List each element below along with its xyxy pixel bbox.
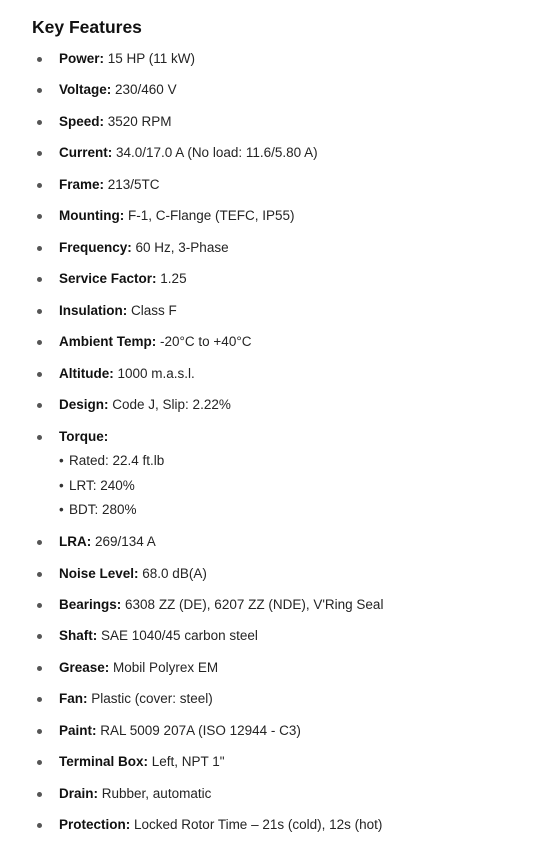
- sub-list-item: • Rated: 22.4 ft.lb: [59, 452, 164, 477]
- feature-value: 213/5TC: [104, 177, 160, 192]
- torque-sublist: [59, 452, 164, 526]
- list-item-current: [59, 144, 318, 162]
- list-item-frame: [59, 176, 160, 194]
- feature-label: Power:: [59, 51, 105, 66]
- feature-value: SAE 1040/45 carbon steel: [97, 628, 258, 643]
- list-item-lra: [59, 533, 156, 551]
- feature-value: RAL 5009 207A (ISO 12944 - C3): [96, 723, 301, 738]
- feature-label: Protection:: [59, 817, 131, 832]
- sub-list-item: • BDT: 280%: [59, 501, 164, 526]
- feature-label: Drain:: [59, 786, 99, 801]
- feature-value: 6308 ZZ (DE), 6207 ZZ (NDE), V'Ring Seal: [121, 597, 384, 612]
- feature-label: Frame:: [59, 177, 105, 192]
- feature-value: 60 Hz, 3-Phase: [131, 240, 229, 255]
- feature-value: 15 HP (11 kW): [104, 51, 196, 66]
- list-item-insulation: [59, 302, 177, 320]
- feature-value: 1000 m.a.s.l.: [113, 366, 195, 381]
- feature-value: 3520 RPM: [104, 114, 172, 129]
- list-item-power: [59, 50, 195, 68]
- feature-value: -20°C to +40°C: [156, 334, 252, 349]
- list-item-paint: [59, 722, 301, 740]
- feature-label: Service Factor:: [59, 271, 157, 286]
- feature-value: Plastic (cover: steel): [87, 691, 213, 706]
- feature-value: Rubber, automatic: [98, 786, 212, 801]
- list-item-mounting: [59, 207, 295, 225]
- feature-label: Paint:: [59, 723, 97, 738]
- list-item-design: [59, 396, 231, 414]
- feature-value: Code J, Slip: 2.22%: [108, 397, 231, 412]
- feature-value: 68.0 dB(A): [138, 566, 207, 581]
- feature-label: Voltage:: [59, 82, 112, 97]
- list-item-altitude: [59, 365, 195, 383]
- sub-list-item: • LRT: 240%: [59, 477, 164, 502]
- list-item-fan: [59, 690, 213, 708]
- list-item-terminal-box: [59, 753, 225, 771]
- list-item-grease: [59, 659, 218, 677]
- feature-value: 34.0/17.0 A (No load: 11.6/5.80 A): [112, 145, 318, 160]
- feature-label: Insulation:: [59, 303, 128, 318]
- list-item-ambient-temp: [59, 333, 251, 351]
- feature-value: Class F: [127, 303, 177, 318]
- feature-label: Fan:: [59, 691, 88, 706]
- feature-value: 1.25: [156, 271, 187, 286]
- feature-label: LRA:: [59, 534, 92, 549]
- feature-value: Left, NPT 1": [148, 754, 225, 769]
- feature-label: Noise Level:: [59, 566, 139, 581]
- list-item-shaft: [59, 627, 258, 645]
- list-item-voltage: [59, 81, 177, 99]
- list-item-speed: [59, 113, 172, 131]
- feature-label: Current:: [59, 145, 113, 160]
- list-item-drain: [59, 785, 211, 803]
- feature-value: Mobil Polyrex EM: [109, 660, 219, 675]
- list-item-service-factor: [59, 270, 187, 288]
- feature-label: Design:: [59, 397, 109, 412]
- list-item-protection: [59, 816, 382, 834]
- feature-label: Bearings:: [59, 597, 122, 612]
- feature-label: Shaft:: [59, 628, 98, 643]
- feature-value: F-1, C-Flange (TEFC, IP55): [124, 208, 295, 223]
- list-item-bearings: [59, 596, 383, 614]
- page-title: Key Features: [32, 17, 142, 37]
- feature-value: Locked Rotor Time – 21s (cold), 12s (hot): [130, 817, 383, 832]
- feature-label: Speed:: [59, 114, 105, 129]
- feature-label: Grease:: [59, 660, 110, 675]
- list-item-frequency: [59, 239, 229, 257]
- feature-label: Torque:: [59, 429, 109, 444]
- feature-label: Frequency:: [59, 240, 132, 255]
- feature-label: Altitude:: [59, 366, 114, 381]
- feature-value: 269/134 A: [91, 534, 156, 549]
- feature-label: Mounting:: [59, 208, 125, 223]
- feature-value: 230/460 V: [111, 82, 177, 97]
- feature-label: Ambient Temp:: [59, 334, 157, 349]
- feature-label: Terminal Box:: [59, 754, 149, 769]
- list-item-torque: [59, 428, 164, 526]
- list-item-noise-level: [59, 565, 207, 583]
